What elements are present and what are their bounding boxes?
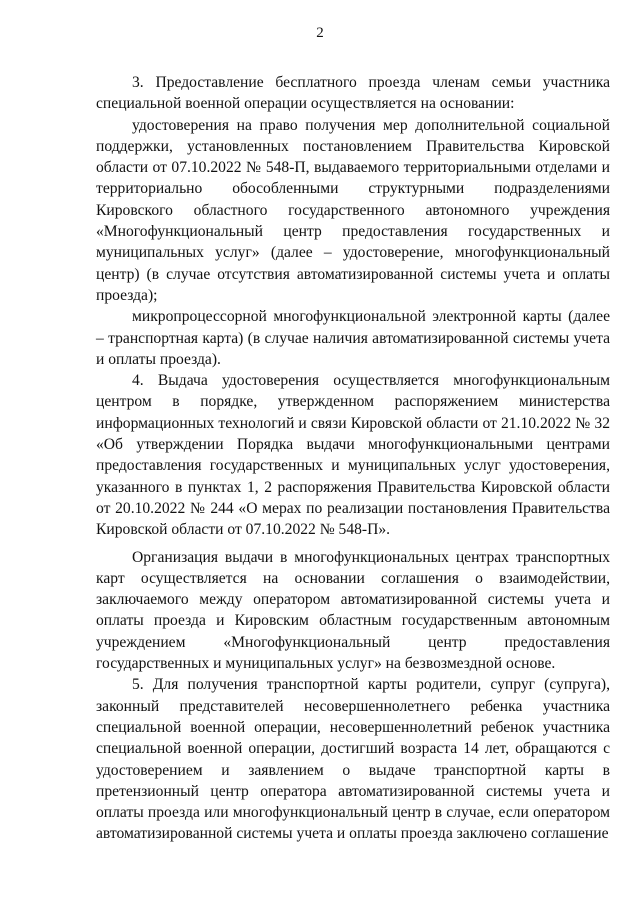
paragraph-card-issuance: Организация выдачи в многофункциональных центрах транспортных карт осуществляется на основании соглашения о взаимодействии, заключаемого между оператором автоматизированной системы учета и оплаты проезда и Кировским областным государственным автономным учреждением «Многофункциональный центр предоставления государственных и муниципальных услуг» на безвозмездной основе. <box>96 548 610 673</box>
paragraph-certificate: удостоверения на право получения мер дополнительной социальной поддержки, установленных постановлением Правительства Кировской области от 07.10.2022 № 548-П, выдаваемого территориальными отделами и территориально обособленными структурными подразделениями Кировского областного государственного автономного учреждения «Многофункциональный центр предоставления государственных и муниципальных услуг» (далее – удостоверение, многофункциональный центр) (в случае отсутствия автоматизированной системы учета и оплаты проезда); <box>96 116 610 304</box>
page-number: 2 <box>316 25 324 41</box>
paragraph-item-4: 4. Выдача удостоверения осуществляется многофункциональным центром в порядке, утвержденном распоряжением министерства информационных технологий и связи Кировской области от 21.10.2022 № 32 «Об утверждении Порядка выдачи многофункциональными центрами предоставления государственных и муниципальных услуг удостоверения, указанного в пунктах 1, 2 распоряжения Правительства Кировской области от 20.10.2022 № 244 «О мерах по реализации постановления Правительства Кировской области от 07.10.2022 № 548-П». <box>96 372 610 539</box>
paragraph-item-3: 3. Предоставление бесплатного проезда членам семьи участника специальной военной операции осуществляется на основании: <box>96 74 610 113</box>
paragraph-transport-card: микропроцессорной многофункциональной электронной карты (далее – транспортная карта) (в случае наличия автоматизированной системы учета и оплаты проезда). <box>96 308 610 368</box>
paragraph-item-5: 5. Для получения транспортной карты родители, супруг (супруга), законный представителей несовершеннолетнего ребенка участника специальной военной операции, несовершеннолетний ребенок участника специальной военной операции, достигший возраста 14 лет, обращаются с удостоверением и заявлением о выдаче транспортной карты в претензионный центр оператора автоматизированной системы учета и оплаты проезда или многофункциональный центр в случае, если оператором автоматизированной системы учета и оплаты проезда заключено соглашение <box>96 676 610 843</box>
document-body <box>96 72 610 845</box>
